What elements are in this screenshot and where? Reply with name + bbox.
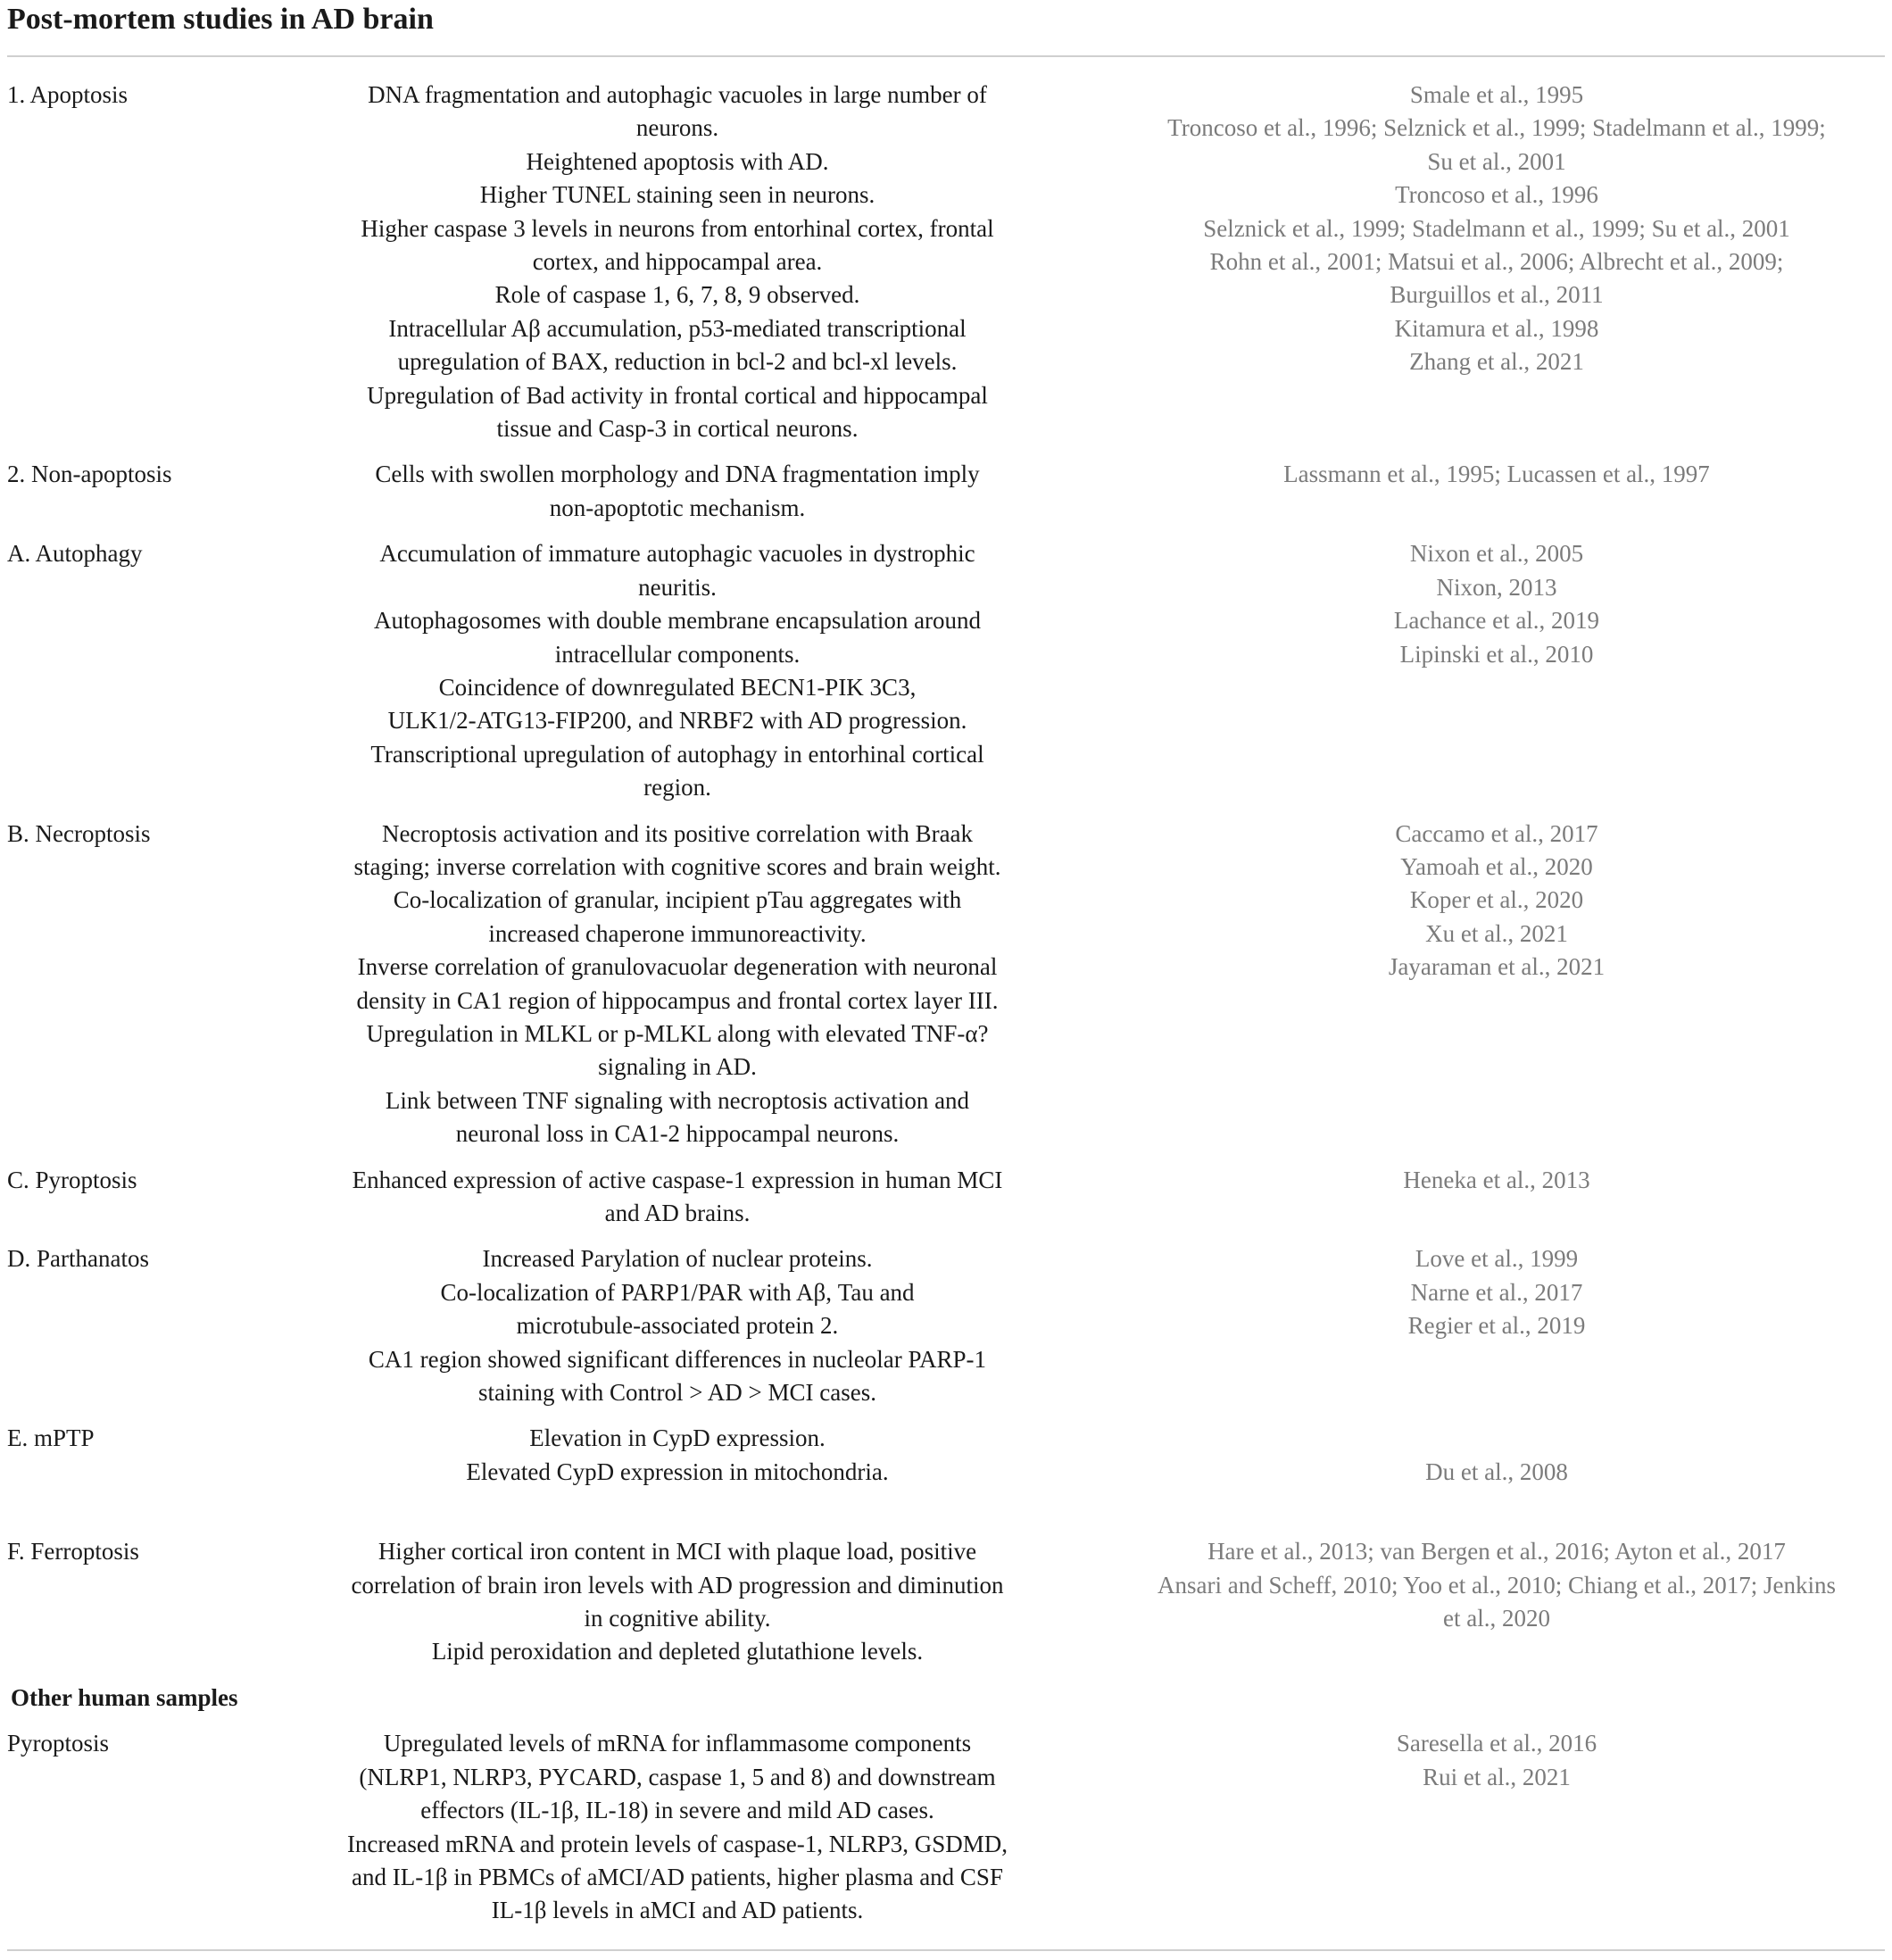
references-cell: [1135, 818, 1858, 984]
finding-line: intracellular components.: [554, 640, 801, 668]
reference-line: Hare et al., 2013; van Bergen et al., 2016; Ayton et al., 2017: [1207, 1538, 1786, 1566]
reference-line: Rui et al., 2021: [1423, 1763, 1571, 1790]
finding-line: and IL-1β in PBMCs of aMCI/AD patients, higher plasma and CSF: [352, 1863, 1003, 1890]
finding-line: DNA fragmentation and autophagic vacuoles in large number of: [368, 81, 987, 108]
finding-line: increased chaperone immunoreactivity.: [488, 919, 867, 947]
finding-line: (NLRP1, NLRP3, PYCARD, caspase 1, 5 and 8) and downstream: [359, 1763, 996, 1790]
finding-line: tissue and Casp-3 in cortical neurons.: [496, 415, 859, 443]
reference-line: Selznick et al., 1999; Stadelmann et al., 1999; Su et al., 2001: [1203, 214, 1790, 242]
finding-line: staging; inverse correlation with cognitive scores and brain weight.: [353, 852, 1001, 880]
reference-line: Yamoah et al., 2020: [1400, 852, 1593, 880]
references-cell: [1135, 1164, 1858, 1197]
reference-line: Zhang et al., 2021: [1409, 348, 1584, 376]
findings-cell: [320, 458, 1034, 525]
finding-line: Higher cortical iron content in MCI with plaque load, positive: [378, 1538, 977, 1566]
bottom-rule: [7, 1949, 1885, 1951]
findings-cell: [320, 1164, 1034, 1231]
finding-line: correlation of brain iron levels with AD progression and diminution: [351, 1571, 1004, 1599]
finding-line: Cells with swollen morphology and DNA fragmentation imply: [375, 461, 980, 488]
finding-line: Enhanced expression of active caspase-1 expression in human MCI: [352, 1166, 1003, 1193]
finding-line: upregulation of BAX, reduction in bcl-2 and bcl-xl levels.: [397, 348, 958, 376]
finding-line: Link between TNF signaling with necroptosis activation and: [385, 1086, 970, 1114]
mechanism-label: B. Necroptosis: [7, 819, 151, 847]
finding-line: Lipid peroxidation and depleted glutathione levels.: [431, 1638, 924, 1665]
finding-line: Heightened apoptosis with AD.: [526, 147, 829, 175]
reference-line: Troncoso et al., 1996; Selznick et al., 1999; Stadelmann et al., 1999;: [1167, 114, 1826, 142]
reference-line: Regier et al., 2019: [1407, 1312, 1586, 1340]
finding-line: Transcriptional upregulation of autophagy in entorhinal cortical: [370, 740, 984, 768]
finding-line: neurons.: [635, 114, 719, 142]
reference-line: Su et al., 2001: [1427, 147, 1566, 175]
reference-line: Narne et al., 2017: [1410, 1278, 1583, 1306]
reference-line: Nixon et al., 2005: [1409, 540, 1584, 568]
finding-line: Role of caspase 1, 6, 7, 8, 9 observed.: [494, 281, 860, 309]
mechanism-label: A. Autophagy: [7, 540, 143, 568]
findings-cell: [320, 1727, 1034, 1927]
other-samples-heading: Other human samples: [11, 1683, 238, 1711]
findings-cell: [320, 818, 1034, 1151]
finding-line: Elevation in CypD expression.: [529, 1424, 826, 1452]
finding-line: Increased Parylation of nuclear proteins.: [482, 1245, 873, 1273]
table-row: [7, 537, 1885, 804]
findings-cell: [320, 79, 1034, 445]
table-row: [7, 1535, 1885, 1669]
reference-line: Burguillos et al., 2011: [1390, 281, 1604, 309]
references-cell: [1135, 1535, 1858, 1635]
finding-line: and AD brains.: [604, 1200, 751, 1226]
table-row: [7, 1422, 1885, 1489]
finding-line: ULK1/2-ATG13-FIP200, and NRBF2 with AD progression.: [387, 707, 967, 735]
findings-cell: [320, 1242, 1034, 1409]
table-title: Post-mortem studies in AD brain: [7, 3, 434, 36]
table-row: [7, 79, 1885, 445]
mechanism-label: F. Ferroptosis: [7, 1538, 139, 1566]
reference-line: Saresella et al., 2016: [1396, 1730, 1597, 1757]
finding-line: Co-localization of granular, incipient pTau aggregates with: [393, 886, 962, 914]
mechanism-label: Pyroptosis: [7, 1730, 110, 1757]
finding-line: non-apoptotic mechanism.: [549, 494, 806, 521]
finding-line: Higher TUNEL staining seen in neurons.: [479, 181, 875, 209]
reference-line: Nixon, 2013: [1436, 573, 1557, 601]
references-cell: [1135, 1422, 1858, 1489]
finding-line: Autophagosomes with double membrane encapsulation around: [373, 607, 982, 635]
references-cell: [1135, 1727, 1858, 1794]
findings-cell: [320, 1422, 1034, 1489]
table-row: [7, 1164, 1885, 1231]
finding-line: cortex, and hippocampal area.: [532, 248, 823, 276]
findings-cell: [320, 1535, 1034, 1669]
finding-line: neuritis.: [638, 573, 717, 601]
finding-line: microtubule-associated protein 2.: [516, 1312, 839, 1340]
reference-line: Jayaraman et al., 2021: [1388, 953, 1606, 981]
top-rule: [7, 55, 1885, 57]
finding-line: IL-1β levels in aMCI and AD patients.: [491, 1897, 864, 1924]
reference-line: Du et al., 2008: [1425, 1458, 1568, 1485]
finding-line: Upregulation of Bad activity in frontal cortical and hippocampal: [367, 381, 988, 409]
mechanism-label: 1. Apoptosis: [7, 81, 129, 108]
finding-line: Accumulation of immature autophagic vacuoles in dystrophic: [379, 540, 975, 568]
finding-line: neuronal loss in CA1-2 hippocampal neurons.: [455, 1120, 900, 1148]
reference-line: Rohn et al., 2001; Matsui et al., 2006; Albrecht et al., 2009;: [1209, 248, 1784, 276]
table-row: [7, 1242, 1885, 1409]
reference-line: Koper et al., 2020: [1409, 886, 1584, 914]
finding-line: signaling in AD.: [598, 1053, 757, 1081]
finding-line: Higher caspase 3 levels in neurons from entorhinal cortex, frontal: [361, 214, 994, 242]
reference-line: Love et al., 1999: [1415, 1245, 1579, 1273]
finding-line: effectors (IL-1β, IL-18) in severe and mild AD cases.: [420, 1797, 934, 1824]
reference-line: Smale et al., 1995: [1409, 81, 1584, 108]
finding-line: Increased mRNA and protein levels of caspase-1, NLRP3, GSDMD,: [346, 1830, 1008, 1857]
finding-line: in cognitive ability.: [584, 1605, 771, 1632]
finding-line: Necroptosis activation and its positive correlation with Braak: [381, 819, 974, 847]
reference-line: et al., 2020: [1443, 1605, 1550, 1632]
finding-line: Intracellular Aβ accumulation, p53-mediated transcriptional: [388, 314, 967, 342]
findings-cell: [320, 537, 1034, 804]
reference-line: Lassmann et al., 1995; Lucassen et al., 1997: [1283, 461, 1710, 488]
reference-line: Kitamura et al., 1998: [1394, 314, 1599, 342]
table-row: [7, 818, 1885, 1151]
references-cell: [1135, 1242, 1858, 1342]
reference-line: Heneka et al., 2013: [1403, 1166, 1590, 1193]
finding-line: Upregulated levels of mRNA for inflammasome components: [383, 1730, 972, 1757]
finding-line: Inverse correlation of granulovacuolar degeneration with neuronal: [357, 953, 998, 981]
mechanism-label: D. Parthanatos: [7, 1245, 149, 1273]
reference-line: Lachance et al., 2019: [1393, 607, 1600, 635]
finding-line: region.: [643, 774, 711, 801]
mechanism-label: C. Pyroptosis: [7, 1166, 137, 1193]
finding-line: Coincidence of downregulated BECN1-PIK 3C3,: [438, 673, 917, 701]
reference-line: Ansari and Scheff, 2010; Yoo et al., 2010; Chiang et al., 2017; Jenkins: [1158, 1571, 1836, 1599]
references-cell: [1135, 537, 1858, 671]
finding-line: Co-localization of PARP1/PAR with Aβ, Tau and: [440, 1278, 915, 1306]
table-row: [7, 458, 1885, 525]
reference-line: Lipinski et al., 2010: [1399, 640, 1594, 668]
mechanism-label: E. mPTP: [7, 1424, 95, 1452]
finding-line: Upregulation in MLKL or p-MLKL along with elevated TNF-α?: [366, 1019, 989, 1047]
finding-line: CA1 region showed significant differences in nucleolar PARP-1: [368, 1345, 987, 1373]
finding-line: staining with Control > AD > MCI cases.: [478, 1379, 876, 1407]
references-cell: [1135, 79, 1858, 379]
mechanism-label: 2. Non-apoptosis: [7, 461, 172, 488]
reference-line: Troncoso et al., 1996: [1395, 181, 1598, 209]
finding-line: Elevated CypD expression in mitochondria.: [466, 1458, 889, 1485]
references-cell: [1135, 458, 1858, 491]
table-row: [7, 1727, 1885, 1927]
table-body: [7, 79, 1885, 1928]
finding-line: density in CA1 region of hippocampus and frontal cortex layer III.: [356, 986, 999, 1014]
reference-line: Xu et al., 2021: [1425, 919, 1568, 947]
reference-line: Caccamo et al., 2017: [1395, 819, 1598, 847]
reference-line: [1135, 1422, 1858, 1455]
